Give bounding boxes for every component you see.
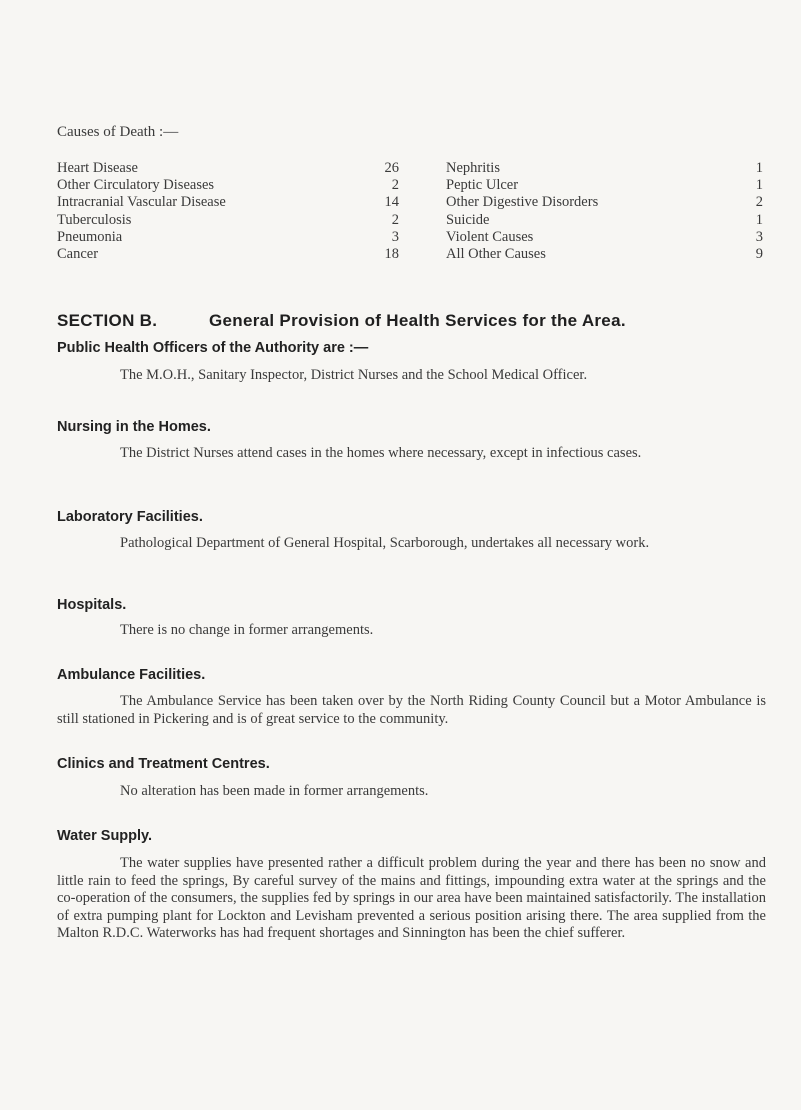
cause-label: All Other Causes xyxy=(446,245,546,262)
causes-right-column xyxy=(446,160,766,263)
cause-label: Heart Disease xyxy=(57,160,138,176)
cause-count: 2 xyxy=(391,211,399,228)
public-health-text: The M.O.H., Sanitary Inspector, District Nurses and the School Medical Officer. xyxy=(120,367,588,383)
cause-row xyxy=(57,229,417,246)
cause-count: 2 xyxy=(391,177,399,194)
clinics-text: No alteration has been made in former arrangements. xyxy=(120,783,429,799)
cause-count: 1 xyxy=(755,211,763,228)
public-health-heading: Public Health Officers of the Authority are :— xyxy=(57,340,369,356)
clinics-heading: Clinics and Treatment Centres. xyxy=(57,756,270,772)
cause-row xyxy=(57,212,417,229)
cause-count: 1 xyxy=(755,160,763,176)
cause-row xyxy=(57,177,417,194)
cause-count: 2 xyxy=(755,194,763,211)
cause-count: 3 xyxy=(391,228,399,245)
cause-count: 1 xyxy=(755,177,763,194)
nursing-heading: Nursing in the Homes. xyxy=(57,419,211,435)
laboratory-heading: Laboratory Facilities. xyxy=(57,509,203,525)
cause-count: 3 xyxy=(755,228,763,245)
cause-row xyxy=(446,229,766,246)
cause-count: 18 xyxy=(384,245,399,262)
cause-label: Other Circulatory Diseases xyxy=(57,177,215,194)
section-number: SECTION B. xyxy=(57,311,158,330)
cause-row xyxy=(446,160,766,177)
causes-left-column xyxy=(57,160,417,263)
ambulance-heading: Ambulance Facilities. xyxy=(57,667,206,683)
cause-label: Tuberculosis xyxy=(57,211,132,228)
cause-count: 9 xyxy=(755,245,763,262)
cause-label: Cancer xyxy=(57,245,99,262)
cause-label: Other Digestive Disorders xyxy=(446,194,599,211)
section-heading xyxy=(57,311,777,331)
water-text: The water supplies have presented rather a difficult problem during the year and there has been no snow and little rain to feed the springs, By careful survey of the mains and fittings, impounding extra water at the springs and the co-operation of the consumers, the supplies fed by springs in our area have been maintained satisfactorily. The installation of extra pumping plant for Lockton and Levisham prevented a serious position arising there. The area supplied from the Malton R.D.C. Waterworks has had frequent shortages and Sinnington has been the chief sufferer. xyxy=(57,855,766,941)
cause-label: Intracranial Vascular Disease xyxy=(57,194,226,211)
cause-row xyxy=(446,194,766,211)
cause-label: Peptic Ulcer xyxy=(446,177,519,194)
causes-of-death-title: Causes of Death :— xyxy=(57,124,179,140)
cause-row xyxy=(57,246,417,263)
cause-label: Violent Causes xyxy=(446,228,534,245)
cause-row xyxy=(446,177,766,194)
cause-count: 26 xyxy=(384,160,399,176)
cause-row xyxy=(446,246,766,263)
water-heading: Water Supply. xyxy=(57,828,153,844)
laboratory-text: Pathological Department of General Hospital, Scarborough, undertakes all necessary work. xyxy=(120,535,650,551)
cause-row xyxy=(446,212,766,229)
cause-label: Suicide xyxy=(446,211,490,228)
hospitals-text: There is no change in former arrangements. xyxy=(120,622,374,638)
cause-label: Nephritis xyxy=(446,160,500,176)
cause-count: 14 xyxy=(384,194,399,211)
cause-row xyxy=(57,160,417,177)
section-title: General Provision of Health Services for the Area. xyxy=(209,311,626,330)
hospitals-heading: Hospitals. xyxy=(57,597,127,613)
nursing-text: The District Nurses attend cases in the homes where necessary, except in infectious cases. xyxy=(120,445,642,461)
cause-label: Pneumonia xyxy=(57,228,123,245)
ambulance-text: The Ambulance Service has been taken over by the North Riding County Council but a Motor Ambulance is still stationed in Pickering and is of great service to the community. xyxy=(57,693,766,727)
cause-row xyxy=(57,194,417,211)
